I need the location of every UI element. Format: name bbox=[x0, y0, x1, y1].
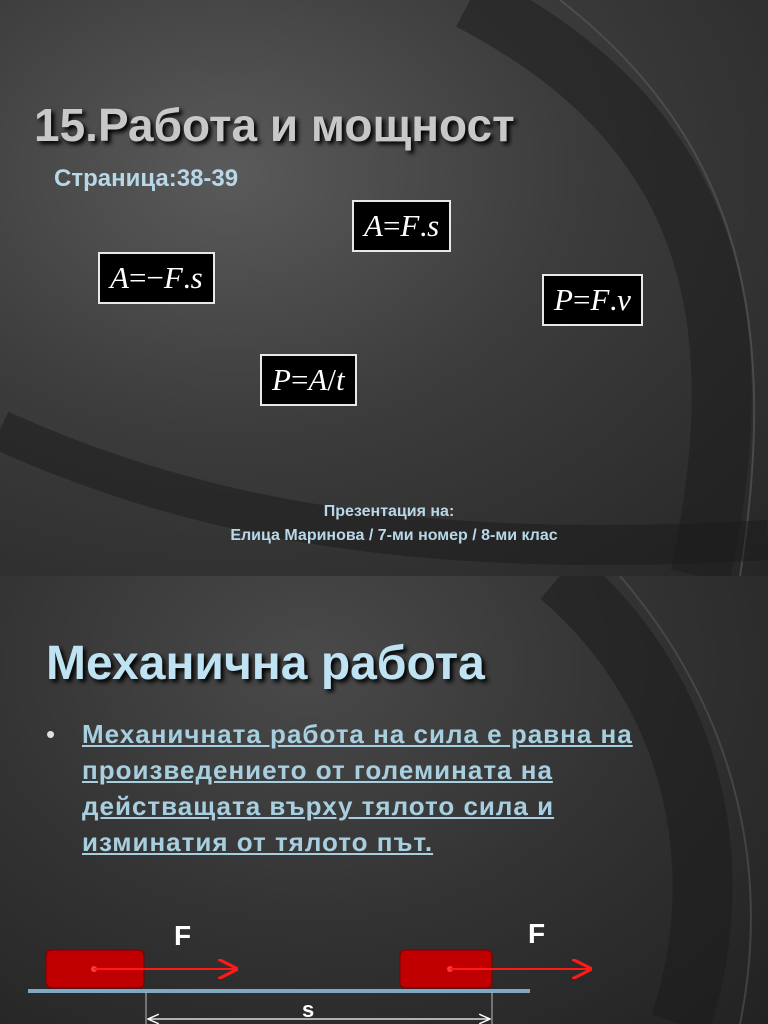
formula-symbol: A bbox=[110, 260, 129, 295]
formula-operator: = bbox=[572, 282, 591, 317]
formula-symbol: s bbox=[427, 208, 440, 243]
formula-operator: =− bbox=[128, 260, 164, 295]
author-credit-label: Презентация на: bbox=[323, 503, 455, 520]
force-label-right: F bbox=[528, 918, 546, 949]
page-reference: Страница:38-39 bbox=[54, 165, 239, 192]
formula-operator: . bbox=[419, 208, 428, 243]
bullet-icon: • bbox=[46, 719, 57, 749]
formula-symbol: A bbox=[308, 362, 328, 397]
formula-symbol: F bbox=[590, 282, 610, 317]
section-title: Механична работа bbox=[46, 637, 485, 690]
page-title: 15.Работа и мощност bbox=[34, 99, 515, 151]
formula-symbol: v bbox=[617, 282, 631, 317]
bullet-text: Механичната работа на сила е равна на произведението от големината на действащата върху тялото сила и изминатия от тялото път. bbox=[82, 719, 633, 857]
formula-power-velocity bbox=[542, 274, 643, 326]
author-credit bbox=[0, 500, 768, 548]
formula-operator: . bbox=[182, 260, 191, 295]
formula-symbol: t bbox=[335, 362, 345, 397]
formula-symbol: F bbox=[400, 208, 420, 243]
work-diagram bbox=[0, 900, 768, 1024]
list-item bbox=[46, 716, 666, 860]
formula-symbol: P bbox=[554, 282, 573, 317]
formula-operator: = bbox=[290, 362, 309, 397]
author-credit-details: Елица Маринова / 7-ми номер / 8-ми клас bbox=[230, 527, 558, 544]
formula-symbol: s bbox=[190, 260, 203, 295]
formula-symbol: P bbox=[272, 362, 291, 397]
formula-symbol: F bbox=[163, 260, 183, 295]
formula-operator: / bbox=[327, 362, 336, 397]
formula-power bbox=[260, 354, 357, 406]
force-label-left: F bbox=[174, 920, 192, 951]
formula-work bbox=[352, 200, 451, 252]
formula-symbol: A bbox=[364, 208, 383, 243]
formula-operator: . bbox=[609, 282, 618, 317]
distance-label: s bbox=[302, 997, 315, 1022]
bullet-list bbox=[46, 716, 666, 860]
formula-operator: = bbox=[382, 208, 401, 243]
formula-negative-work bbox=[98, 252, 215, 304]
